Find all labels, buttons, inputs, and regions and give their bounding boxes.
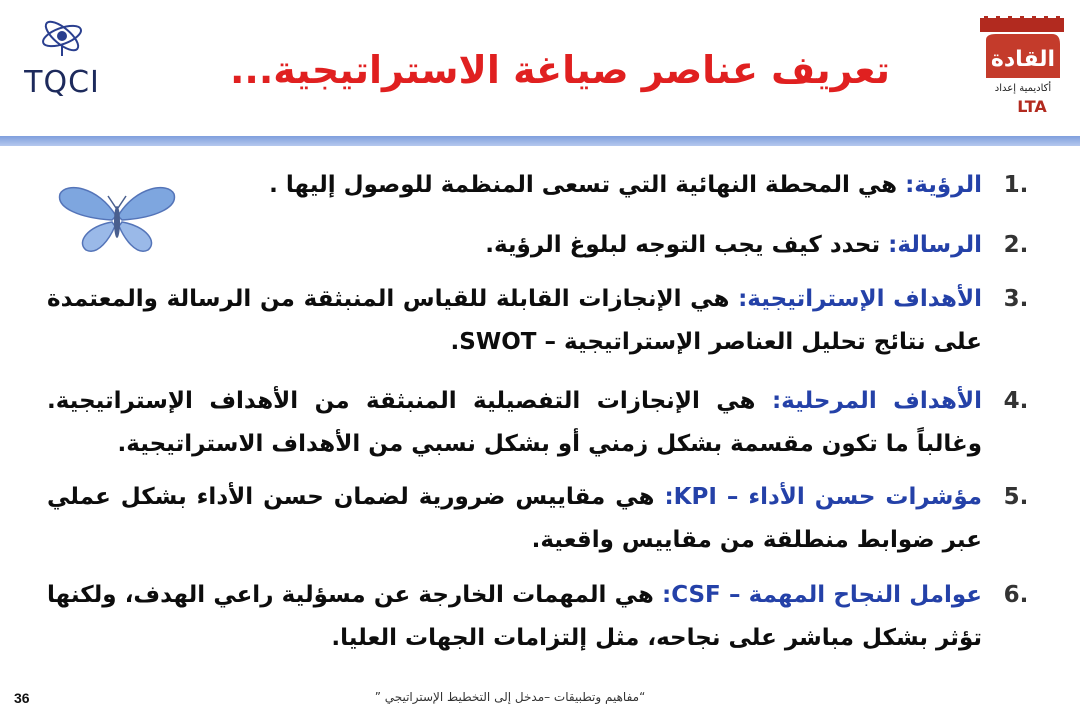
item-term: الأهداف الإستراتيجية:	[738, 286, 983, 312]
page-title: تعريف عناصر صياغة الاستراتيجية...	[229, 48, 891, 92]
item-number: .5	[1003, 484, 1029, 510]
item-text: هي الإنجازات القابلة للقياس المنبثقة من الرسالة والمعتمدة على نتائج تحليل العناصر الإستراتيجية – SWOT.	[47, 286, 982, 355]
satellite-orbit-icon	[10, 14, 115, 104]
item-term: الأهداف المرحلية:	[771, 388, 982, 414]
item-number: .4	[1003, 388, 1029, 414]
item-term: الرؤية:	[905, 172, 982, 198]
tqci-logo-text: TQCI	[24, 65, 100, 100]
item-text: هي مقاييس ضرورية لضمان حسن الأداء بشكل عملي عبر ضوابط منطلقة من مقاييس واقعية.	[47, 484, 982, 553]
lta-logo-subtitle: أكاديمية إعداد	[994, 83, 1052, 94]
item-number: .3	[1003, 286, 1029, 312]
lta-academy-logo	[972, 14, 1072, 118]
page-number: 36	[14, 690, 30, 706]
item-text: هي المحطة النهائية التي تسعى المنظمة للوصول إليها .	[269, 172, 906, 198]
item-number: .6	[1003, 582, 1029, 608]
lta-logo-text: LTA	[1017, 97, 1047, 116]
footer-caption: “مفاهيم وتطبيقات –مدخل إلى التخطيط الإستراتيجي ”	[374, 690, 646, 704]
item-term: مؤشرات حسن الأداء – KPI:	[664, 484, 982, 510]
academy-logo-icon	[972, 14, 1072, 118]
item-number: .1	[1003, 172, 1029, 198]
title-divider	[0, 136, 1080, 146]
tqci-logo	[10, 14, 115, 104]
item-term: الرسالة:	[888, 232, 982, 258]
item-text: هي المهمات الخارجة عن مسؤلية راعي الهدف، ولكنها تؤثر بشكل مباشر على نجاحه، مثل إلتزامات الجهات العليا.	[47, 582, 982, 651]
item-number: .2	[1003, 232, 1029, 258]
lta-logo-script: القادة	[990, 47, 1056, 72]
item-term: عوامل النجاح المهمة – CSF:	[661, 582, 982, 608]
item-text: هي الإنجازات التفصيلية المنبثقة من الأهداف الإستراتيجية. وغالباً ما تكون مقسمة بشكل زمني أو بشكل نسبي من الأهداف الاستراتيجية.	[47, 388, 982, 457]
item-text: تحدد كيف يجب التوجه لبلوغ الرؤية.	[485, 232, 889, 258]
